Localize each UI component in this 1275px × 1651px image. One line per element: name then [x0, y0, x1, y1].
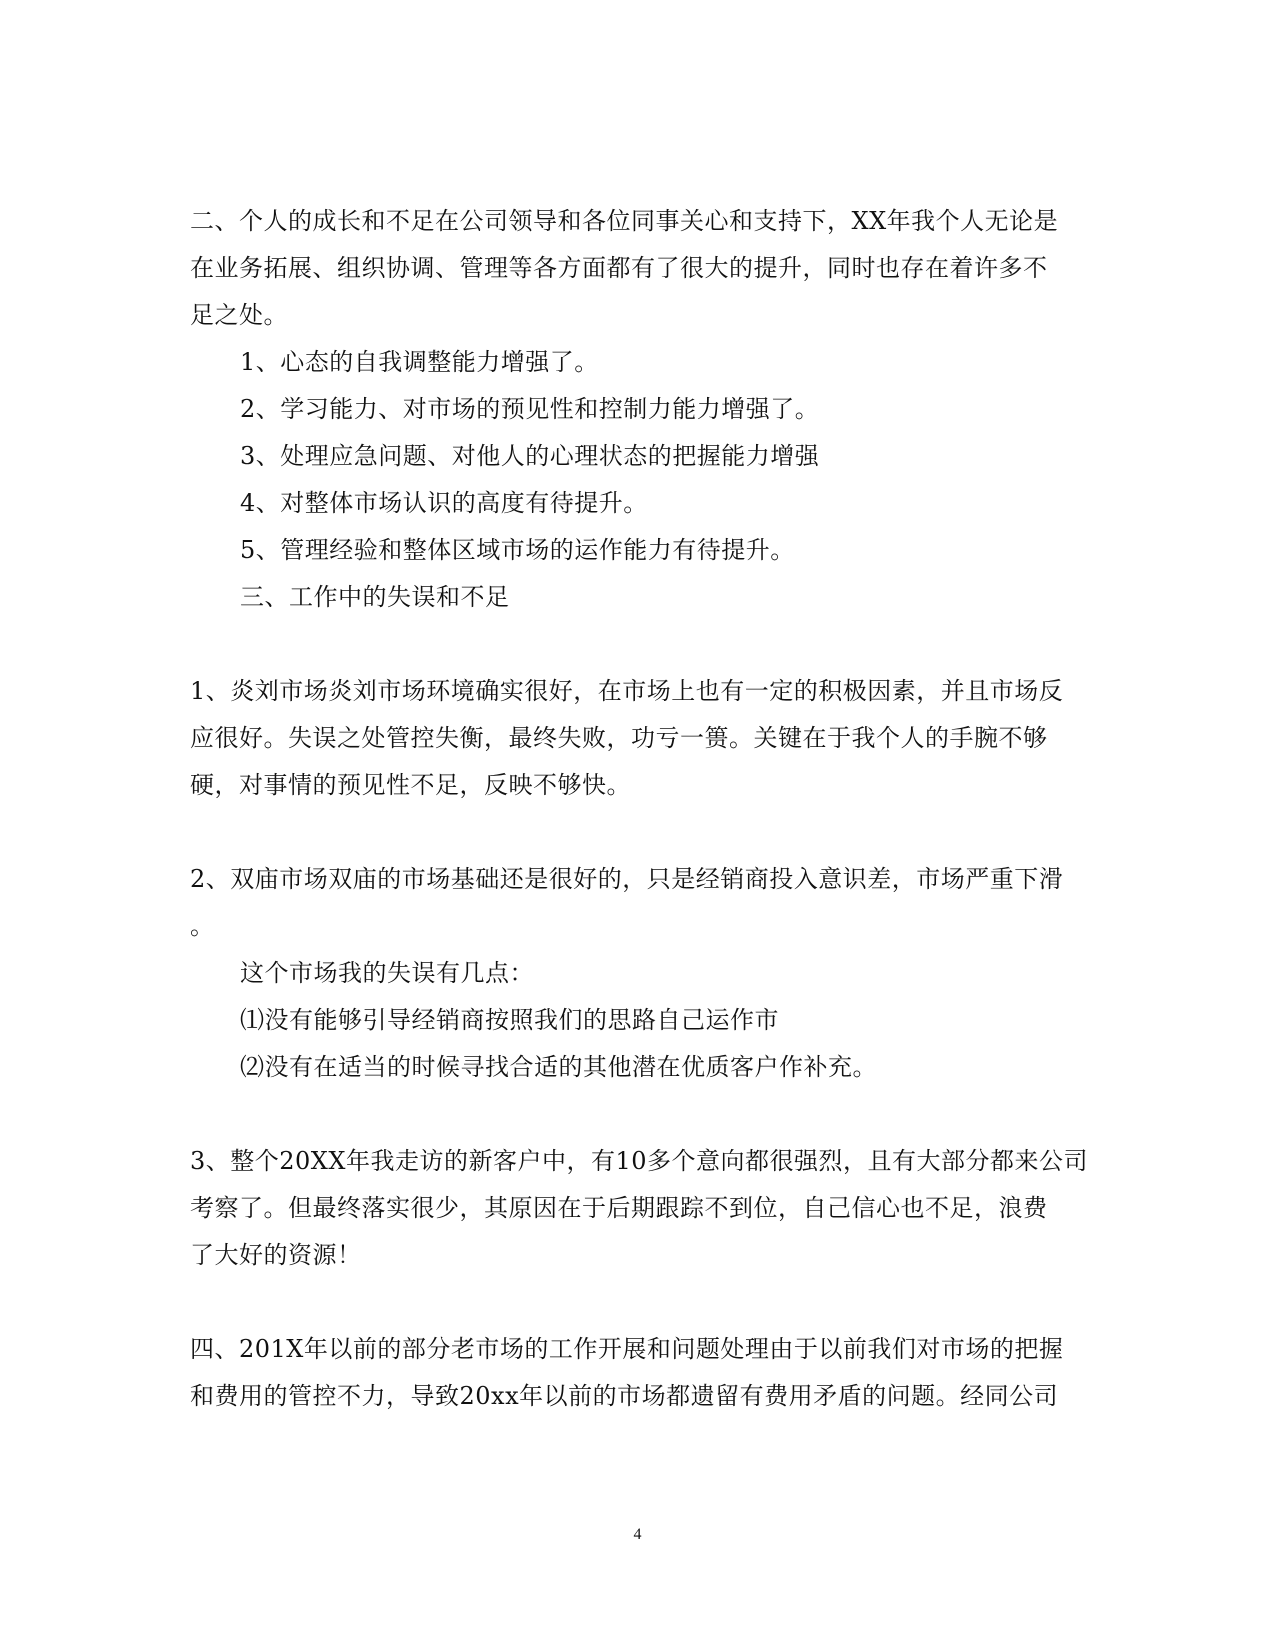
section-heading: 三、工作中的失误和不足 — [240, 583, 510, 611]
text-line: 硬，对事情的预见性不足，反映不够快。 — [190, 771, 631, 799]
list-item: 4、对整体市场认识的高度有待提升。 — [240, 489, 648, 517]
text-line: 应很好。失误之处管控失衡，最终失败，功亏一篑。关键在于我个人的手腕不够 — [190, 724, 1048, 752]
text-line: 在业务拓展、组织协调、管理等各方面都有了很大的提升，同时也存在着许多不 — [190, 254, 1048, 282]
text-line: 3、整个20XX年我走访的新客户中，有10多个意向都很强烈，且有大部分都来公司 — [190, 1147, 1089, 1175]
text-line: 1、炎刘市场炎刘市场环境确实很好，在市场上也有一定的积极因素，并且市场反 — [190, 677, 1064, 705]
list-item: ⑴没有能够引导经销商按照我们的思路自己运作市 — [240, 1006, 779, 1034]
text-line: 足之处。 — [190, 301, 288, 329]
list-item: 3、处理应急问题、对他人的心理状态的把握能力增强 — [240, 442, 820, 470]
text-line: 考察了。但最终落实很少，其原因在于后期跟踪不到位，自己信心也不足，浪费 — [190, 1194, 1048, 1222]
list-item: 5、管理经验和整体区域市场的运作能力有待提升。 — [240, 536, 795, 564]
text-line: 和费用的管控不力，导致20xx年以前的市场都遗留有费用矛盾的问题。经同公司 — [190, 1382, 1059, 1410]
list-item: ⑵没有在适当的时候寻找合适的其他潜在优质客户作补充。 — [240, 1053, 877, 1081]
text-line: 四、201X年以前的部分老市场的工作开展和问题处理由于以前我们对市场的把握 — [190, 1335, 1064, 1363]
list-item: 2、学习能力、对市场的预见性和控制力能力增强了。 — [240, 395, 820, 423]
text-line: 2、双庙市场双庙的市场基础还是很好的，只是经销商投入意识差，市场严重下滑 — [190, 865, 1064, 893]
text-line: 了大好的资源！ — [190, 1241, 362, 1269]
text-line: 二、个人的成长和不足在公司领导和各位同事关心和支持下，XX年我个人无论是 — [190, 207, 1059, 235]
page-number: 4 — [633, 1526, 642, 1543]
list-item: 1、心态的自我调整能力增强了。 — [240, 348, 599, 376]
text-line: 这个市场我的失误有几点： — [240, 959, 534, 987]
text-line: 。 — [190, 912, 215, 940]
